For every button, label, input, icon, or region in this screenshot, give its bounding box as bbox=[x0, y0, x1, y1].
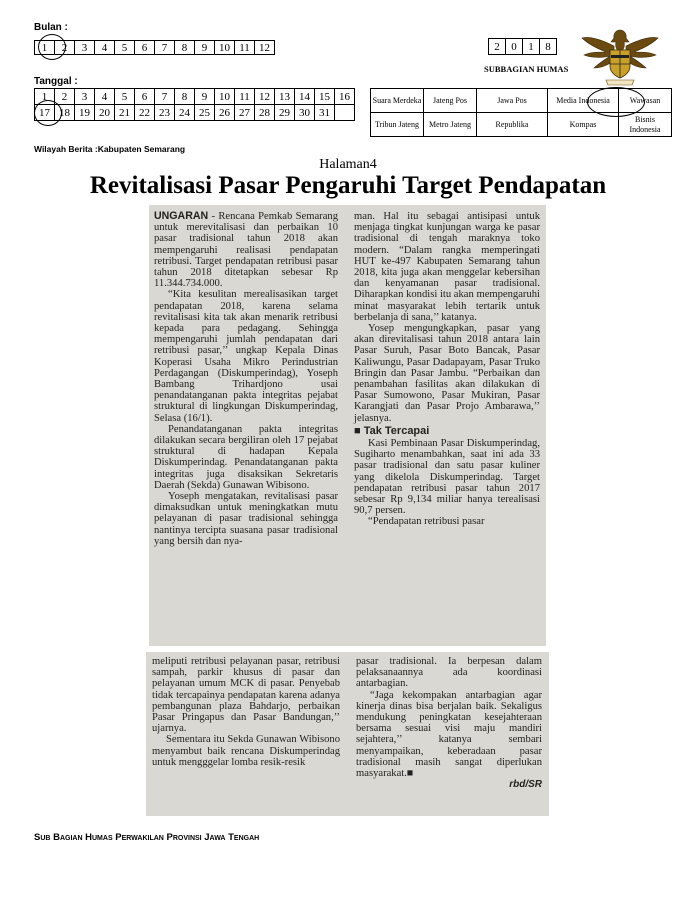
date-cell: 11 bbox=[235, 89, 255, 105]
date-cell: 13 bbox=[275, 89, 295, 105]
month-cell: 3 bbox=[75, 41, 95, 55]
date-cell: 12 bbox=[255, 89, 275, 105]
garuda-emblem-icon bbox=[580, 22, 660, 90]
month-cell: 7 bbox=[155, 41, 175, 55]
date-cell: 15 bbox=[315, 89, 335, 105]
date-cell: 9 bbox=[195, 89, 215, 105]
date-cell: 16 bbox=[335, 89, 355, 105]
news-clipping-upper bbox=[149, 205, 546, 646]
selected-media-circle bbox=[587, 87, 645, 117]
article-column-4 bbox=[356, 656, 542, 790]
month-cell: 6 bbox=[135, 41, 155, 55]
paragraph: Kasi Pembinaan Pasar Diskumperindag, Sugiharto menambahkan, saat ini ada 33 pasar tradisional dan satu pasar kuliner yang dikelola Diskumperindag. Target pendapatan retribusi pasar tahun 2017 sebesar Rp 9,134 miliar hanya terealisasi 90,7 persen. bbox=[354, 438, 540, 517]
date-cell: 31 bbox=[315, 105, 335, 121]
byline: rbd/SR bbox=[509, 779, 542, 791]
paragraph: man. Hal itu sebagai antisipasi untuk menjaga tingkat kunjungan warga ke pasar tradisional di tengah maraknya toko modern. “Dalam rangka memperingati HUT ke-497 Kabupaten Semarang tahun 2018, kita juga akan menggelar kebersihan dan kenyamanan pasar tradisional. Diharapkan kondisi itu akan mempengaruhi minat masyarakat lebih tertarik untuk berbelanja di sana,’’ katanya. bbox=[354, 211, 540, 323]
media-cell: Jateng Pos bbox=[424, 89, 477, 113]
news-clipping-lower bbox=[146, 652, 549, 816]
month-cell: 5 bbox=[115, 41, 135, 55]
year-digit-cell: 0 bbox=[506, 39, 523, 55]
date-cell: 20 bbox=[95, 105, 115, 121]
paragraph: Yosep mengungkapkan, pasar yang akan direvitalisasi tahun 2018 antara lain Pasar Suruh, Pasar Boto Bancak, Pasar Kaliwungu, Pasar Dadapayam, Pasar Truko Bringin dan Pasar Jambu. “Perbaikan dan penambahan fasilitas akan dilakukan di Pasar Sumowono, Pasar Mukiran, Pasar Karangjati dan Pasar Projo Ambarawa,’’ jelasnya. bbox=[354, 323, 540, 424]
date-cell: 29 bbox=[275, 105, 295, 121]
media-cell: Tribun Jateng bbox=[371, 113, 424, 137]
date-cell: 23 bbox=[155, 105, 175, 121]
month-cell: 11 bbox=[235, 41, 255, 55]
month-cell: 12 bbox=[255, 41, 275, 55]
date-cell: 8 bbox=[175, 89, 195, 105]
date-cell: 5 bbox=[115, 89, 135, 105]
paragraph: Penandatanganan pakta integritas dilakukan secara bergiliran oleh 17 pejabat struktural di hadapan Kepala Diskumperindag. Penandatanganan pakta integritas juga disaksikan Sekretaris Daerah (Sekda) Gunawan Wibisono. bbox=[154, 423, 338, 491]
paragraph: Yoseph mengatakan, revitalisasi pasar dimaksudkan untuk meningkatkan mutu pelayanan di pasar tradisional sehingga nantinya tercipta suasana pasar tradisional yang bersih dan nya- bbox=[154, 491, 338, 547]
media-cell: Jawa Pos bbox=[477, 89, 548, 113]
date-cell: 7 bbox=[155, 89, 175, 105]
paragraph: meliputi retribusi pelayanan pasar, retribusi sampah, parkir khusus di pasar dan pelayanan umum MCK di pasar. Penyebab tidak tercapainya pendapatan karena adanya pembangunan plaza Bahdarjo, perbaikan Pasar Pringapus dan Pasar Bandungan,’’ ujarnya. bbox=[152, 656, 340, 735]
date-cell: 3 bbox=[75, 89, 95, 105]
article-title: Revitalisasi Pasar Pengaruhi Target Pendapatan bbox=[89, 172, 607, 199]
media-cell: Metro Jateng bbox=[424, 113, 477, 137]
year-digit-cell: 2 bbox=[489, 39, 506, 55]
subheading: ■ Tak Tercapai bbox=[354, 424, 430, 437]
wilayah-berita: Wilayah Berita :Kabupaten Semarang bbox=[34, 144, 186, 154]
month-cell: 4 bbox=[95, 41, 115, 55]
month-cell: 10 bbox=[215, 41, 235, 55]
paragraph: “Pendapatan retribusi pasar bbox=[368, 516, 485, 528]
article-column-3 bbox=[152, 656, 340, 768]
footer-text: Sub Bagian Humas Perwakilan Provinsi Jawa Tengah bbox=[34, 832, 260, 843]
month-grid bbox=[34, 40, 275, 55]
dateline: UNGARAN bbox=[154, 210, 209, 222]
date-cell: 18 bbox=[55, 105, 75, 121]
date-cell: 2 bbox=[55, 89, 75, 105]
date-cell: 28 bbox=[255, 105, 275, 121]
media-cell: Wawasan bbox=[619, 89, 672, 113]
date-cell: 4 bbox=[95, 89, 115, 105]
month-cell: 2 bbox=[55, 41, 75, 55]
article-column-2 bbox=[354, 211, 540, 528]
date-cell: 24 bbox=[175, 105, 195, 121]
paragraph: - Rencana Pemkab Semarang untuk merevitalisasi dan perbaikan 10 pasar tradisional tahun 2018 akan mempengaruhi realisasi pendapatan retribusi. Target pendapatan retribusi pasar tahun 2018 ditetapkan sebesar Rp 11.344.734.000. bbox=[154, 211, 338, 290]
bulan-label: Bulan : bbox=[34, 22, 68, 33]
date-cell: 25 bbox=[195, 105, 215, 121]
date-cell: 19 bbox=[75, 105, 95, 121]
selected-month-circle bbox=[38, 34, 66, 60]
month-cell: 9 bbox=[195, 41, 215, 55]
date-grid bbox=[34, 88, 355, 121]
media-cell: Bisnis Indonesia bbox=[619, 113, 672, 137]
selected-date-circle bbox=[34, 100, 62, 126]
media-cell: Kompas bbox=[548, 113, 619, 137]
date-cell: 26 bbox=[215, 105, 235, 121]
paragraph: “Jaga kekompakan antarbagian agar kinerja dinas bisa berjalan baik. Sekaligus mendukung peningkatan kesejahteraan bersama sesuai visi maju mandiri sejahtera,’’ katanya sembari menyampaikan, keberadaan pasar tradisional masih sangat diperlukan masyarakat.■ bbox=[356, 689, 542, 780]
year-digit-cell: 8 bbox=[540, 39, 557, 55]
date-cell: 30 bbox=[295, 105, 315, 121]
date-cell bbox=[335, 105, 355, 121]
article-column-1 bbox=[154, 211, 338, 547]
date-cell: 21 bbox=[115, 105, 135, 121]
subbagian-label: SUBBAGIAN HUMAS bbox=[484, 64, 569, 74]
lead-paragraph bbox=[154, 211, 338, 289]
year-digit-cell: 1 bbox=[523, 39, 540, 55]
media-cell: Republika bbox=[477, 113, 548, 137]
date-cell: 6 bbox=[135, 89, 155, 105]
date-cell: 1 bbox=[35, 89, 55, 105]
paragraph: “Kita kesulitan merealisasikan target pendapatan 2018, karena selama revitalisasi kita tak akan menarik retribusi kepada para pedagang. Sehingga mempengaruhi jumlah pendapatan dari retribusi pasar,’’ ungkap Kepala Dinas Koperasi Usaha Mikro Perindustrian Perdagangan (Diskumperindag), Yoseph Bambang Trihardjono usai penandatanganan pakta integritas pejabat struktural di lingkungan Diskumperindag, Selasa (16/1). bbox=[154, 289, 338, 424]
date-cell: 14 bbox=[295, 89, 315, 105]
paragraph: Sementara itu Sekda Gunawan Wibisono menyambut baik rencana Diskumperindag untuk mengggelar lomba resik-resik bbox=[152, 734, 340, 768]
media-cell: Suara Merdeka bbox=[371, 89, 424, 113]
paragraph: pasar tradisional. Ia berpesan dalam pelaksanaannya ada koordinasi antarbagian. bbox=[356, 656, 542, 690]
page-number: Halaman4 bbox=[319, 157, 377, 172]
date-cell: 22 bbox=[135, 105, 155, 121]
year-grid bbox=[488, 38, 557, 55]
month-cell: 8 bbox=[175, 41, 195, 55]
date-cell: 10 bbox=[215, 89, 235, 105]
date-cell: 27 bbox=[235, 105, 255, 121]
month-cell: 1 bbox=[35, 41, 55, 55]
date-cell: 17 bbox=[35, 105, 55, 121]
tanggal-label: Tanggal : bbox=[34, 76, 78, 87]
media-cell: Media Indonesia bbox=[548, 89, 619, 113]
